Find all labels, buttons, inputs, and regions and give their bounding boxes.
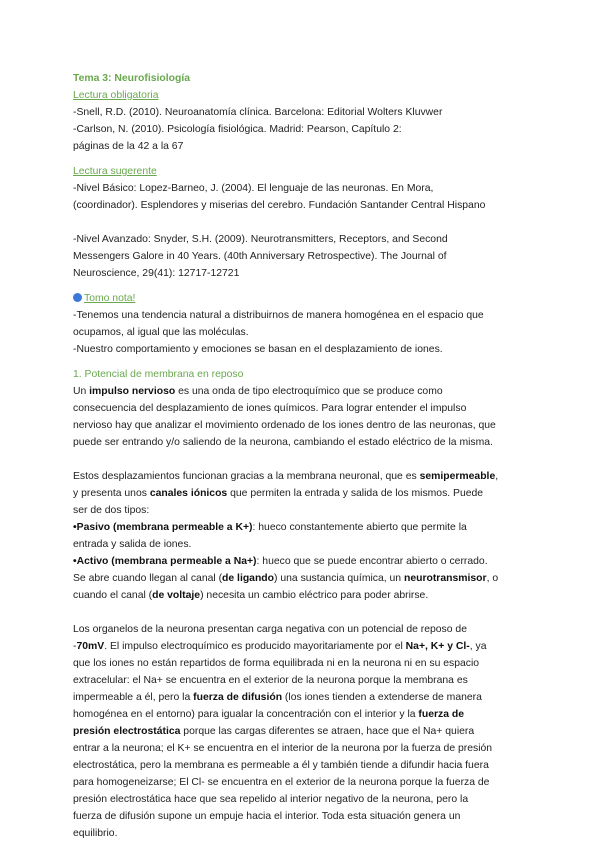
paragraph-line: y presenta unos canales iónicos que permiten la entrada y salida de los mismos. Puede: [73, 488, 484, 499]
paragraph-line: •Activo (membrana permeable a Na+): hueco que se puede encontrar abierto o cerrado.: [73, 556, 488, 567]
reference-item: Neuroscience, 29(41): 12717-12721: [73, 268, 240, 279]
reference-item: (coordinador). Esplendores y miserias del cerebro. Fundación Santander Central Hispano: [73, 200, 486, 211]
paragraph-line: Se abre cuando llegan al canal (de ligando) una sustancia química, un neurotransmisor, o: [73, 573, 499, 584]
paragraph-line: electrostática, pero la membrana es permeable a él y también tiende a difundir hacia fuera: [73, 760, 489, 771]
section-heading: 1. Potencial de membrana en reposo: [73, 369, 244, 380]
pin-icon: [73, 293, 82, 302]
paragraph-line: fuerza de difusión supone un empuje hacia el interior. Toda esta situación genera un: [73, 811, 461, 822]
paragraph-line: homogénea en el entorno) para igualar la concentración con el interior y la fuerza de: [73, 709, 465, 720]
paragraph-line: presión electrostática hace que sea repelido al interior negativo de la neurona, pero la: [73, 794, 469, 805]
paragraph-line: para homogeneizarse; El Cl- se encuentra en el exterior de la neurona porque la fuerza de: [73, 777, 490, 788]
lectura-sugerente-heading: Lectura sugerente: [73, 166, 157, 177]
paragraph-line: -70mV. El impulso electroquímico es producido mayoritariamente por el Na+, K+ y Cl-, ya: [73, 641, 487, 652]
nota-line: ocupamos, al igual que las moléculas.: [73, 327, 249, 338]
paragraph-line: puede ser entrando y/o saliendo de la neurona, cambiando el estado eléctrico de la misma.: [73, 437, 493, 448]
reference-item: Messengers Galore in 40 Years. (40th Anniversary Retrospective). The Journal of: [73, 251, 447, 262]
lectura-obligatoria-heading: Lectura obligatoria: [73, 90, 159, 101]
paragraph-line: •Pasivo (membrana permeable a K+): hueco constantemente abierto que permite la: [73, 522, 467, 533]
paragraph-line: entrar a la neurona; el K+ se encuentra en el interior de la neurona por la fuerza de presión: [73, 743, 493, 754]
paragraph-line: impermeable a él, pero la fuerza de difusión (los iones tienden a extenderse de manera: [73, 692, 482, 703]
nota-line: -Nuestro comportamiento y emociones se basan en el desplazamiento de iones.: [73, 344, 443, 355]
reference-item: páginas de la 42 a la 67: [73, 141, 184, 152]
paragraph-line: presión electrostática porque las cargas diferentes se atraen, hace que el Na+ quiera: [73, 726, 475, 737]
nota-heading: Tomo nota!: [73, 290, 536, 307]
paragraph-line: entrada y salida de iones.: [73, 539, 192, 550]
reference-item: -Nivel Básico: Lopez-Barneo, J. (2004). El lenguaje de las neuronas. En Mora,: [73, 183, 434, 194]
paragraph-line: extracelular: el Na+ se encuentra en el exterior de la neurona porque la membrana es: [73, 675, 468, 686]
paragraph-line: Estos desplazamientos funcionan gracias a la membrana neuronal, que es semipermeable,: [73, 471, 499, 482]
paragraph-line: nervioso hay que analizar el movimiento ordenado de los iones dentro de las neuronas, que: [73, 420, 496, 431]
paragraph-line: equilibrio.: [73, 828, 118, 839]
paragraph-line: consecuencia del desplazamiento de iones químicos. Para lograr entender el impulso: [73, 403, 467, 414]
document-title: Tema 3: Neurofisiología: [73, 73, 191, 84]
paragraph-line: ser de dos tipos:: [73, 505, 150, 516]
reference-item: -Carlson, N. (2010). Psicología fisiológica. Madrid: Pearson, Capítulo 2:: [73, 124, 402, 135]
reference-item: -Snell, R.D. (2010). Neuroanatomía clínica. Barcelona: Editorial Wolters Kluvwer: [73, 107, 443, 118]
nota-line: -Tenemos una tendencia natural a distribuirnos de manera homogénea en el espacio que: [73, 310, 484, 321]
paragraph-line: Un impulso nervioso es una onda de tipo electroquímico que se produce como: [73, 386, 443, 397]
paragraph-line: Los organelos de la neurona presentan carga negativa con un potencial de reposo de: [73, 624, 467, 635]
reference-item: -Nivel Avanzado: Snyder, S.H. (2009). Neurotransmitters, Receptors, and Second: [73, 234, 448, 245]
paragraph-line: cuando el canal (de voltaje) necesita un cambio eléctrico para poder abrirse.: [73, 590, 429, 601]
paragraph-line: que los iones no están repartidos de forma equilibrada ni en la neurona ni en su espacio: [73, 658, 480, 669]
